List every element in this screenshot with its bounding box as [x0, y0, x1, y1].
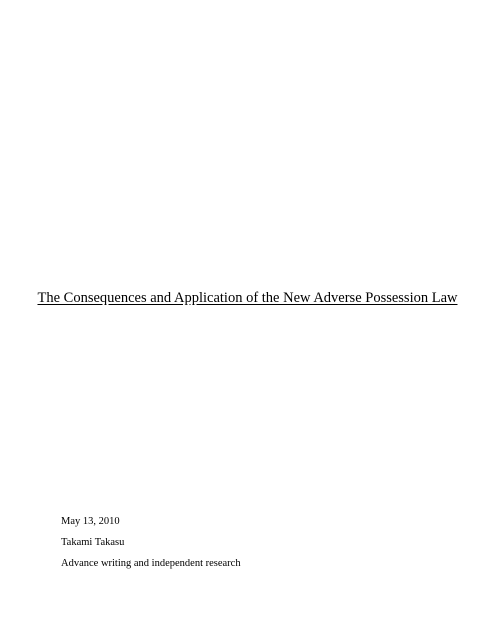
document-date: May 13, 2010: [61, 516, 120, 527]
document-course: Advance writing and independent research: [61, 558, 241, 569]
document-title: The Consequences and Application of the New Adverse Possession Law: [37, 290, 458, 306]
document-author: Takami Takasu: [61, 537, 125, 548]
